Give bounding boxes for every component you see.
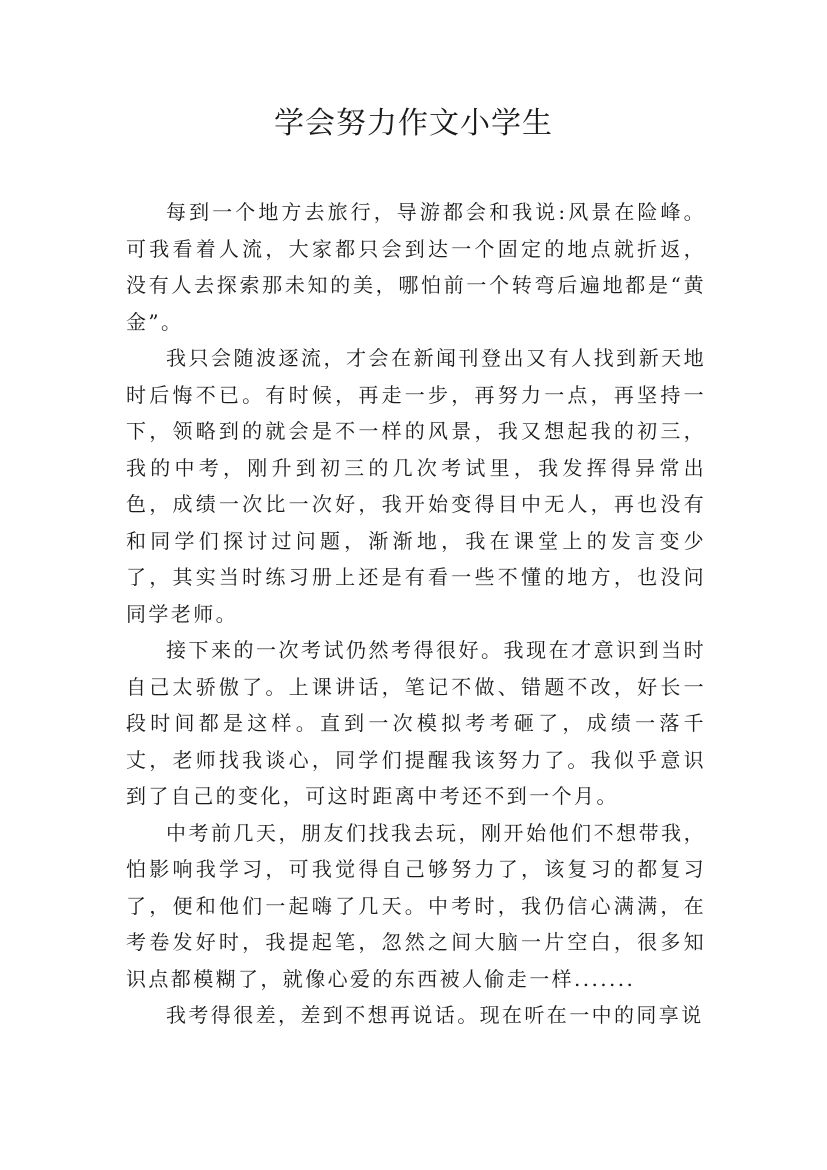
paragraph-2: 我只会随波逐流，才会在新闻刊登出又有人找到新天地时后悔不已。有时候，再走一步，再努力一点，再坚持一下，领略到的就会是不一样的风景，我又想起我的初三，我的中考，刚升到初三的几次考试里，我发挥得异常出色，成绩一次比一次好，我开始变得目中无人，再也没有和同学们探讨过问题，渐渐地，我在课堂上的发言变少了，其实当时练习册上还是有看一些不懂的地方，也没问同学老师。 (126, 346, 706, 626)
document-title: 学会努力作文小学生 (274, 106, 553, 141)
document-body (126, 194, 706, 1034)
paragraph-4: 中考前几天，朋友们找我去玩，刚开始他们不想带我，怕影响我学习，可我觉得自己够努力了，该复习的都复习了，便和他们一起嗨了几天。中考时，我仍信心满满，在考卷发好时，我提起笔，忽然之间大脑一片空白，很多知识点都模糊了，就像心爱的东西被人偷走一样....... (126, 820, 706, 991)
paragraph-1: 每到一个地方去旅行，导游都会和我说:风景在险峰。可我看着人流，大家都只会到达一个固定的地点就折返，没有人去探索那未知的美，哪怕前一个转弯后遍地都是“黄金”。 (126, 200, 706, 334)
paragraph-5: 我考得很差，差到不想再说话。现在听在一中的同享说 (166, 1003, 704, 1027)
paragraph-3: 接下来的一次考试仍然考得很好。我现在才意识到当时自己太骄傲了。上课讲话，笔记不做、错题不改，好长一段时间都是这样。直到一次模拟考考砸了，成绩一落千丈，老师找我谈心，同学们提醒我该努力了。我似乎意识到了自己的变化，可这时距离中考还不到一个月。 (126, 638, 706, 808)
